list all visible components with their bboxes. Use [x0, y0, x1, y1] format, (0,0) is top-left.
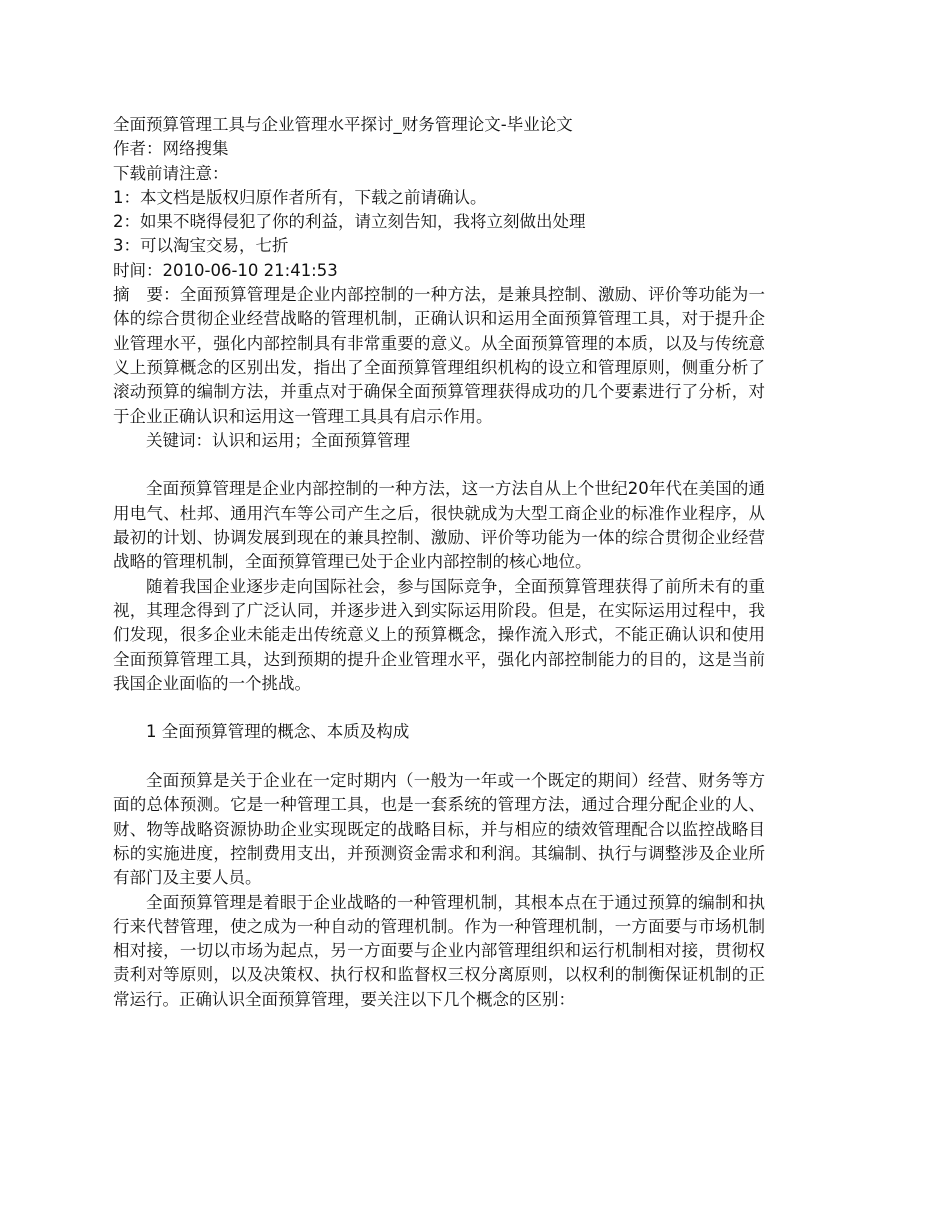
notice-item: 3：可以淘宝交易，七折	[113, 236, 289, 256]
notice-title: 下载前请注意：	[113, 163, 229, 183]
notice-item: 2：如果不晓得侵犯了你的利益，请立刻告知，我将立刻做出处理	[113, 212, 586, 232]
blank-line	[113, 696, 765, 720]
blank-line	[113, 453, 765, 477]
blank-line	[113, 745, 765, 769]
notice-item: 1：本文档是版权归原作者所有，下载之前请确认。	[113, 187, 487, 207]
section-heading: 1 全面预算管理的概念、本质及构成	[146, 722, 410, 742]
author-line: 作者：网络搜集	[113, 139, 229, 159]
body-paragraph: 全面预算管理是着眼于企业战略的一种管理机制，其根本点在于通过预算的编制和执行来代替管理，使之成为一种自动的管理机制。作为一种管理机制，一方面要与市场机制相对接，一切以市场为起点，另一方面要与企业内部管理组织和运行机制相对接，贯彻权责利对等原则，以及决策权、执行权和监督权三权分离原则，以权利的制衡保证机制的正常运行。正确认识全面预算管理，要关注以下几个概念的区别：	[113, 892, 765, 1009]
document-page	[113, 113, 765, 1012]
body-paragraph: 全面预算是关于企业在一定时期内（一般为一年或一个既定的期间）经营、财务等方面的总体预测。它是一种管理工具，也是一套系统的管理方法，通过合理分配企业的人、财、物等战略资源协助企业实现既定的战略目标，并与相应的绩效管理配合以监控战略目标的实施进度，控制费用支出，并预测资金需求和利润。其编制、执行与调整涉及企业所有部门及主要人员。	[113, 771, 765, 888]
body-paragraph: 随着我国企业逐步走向国际社会，参与国际竞争，全面预算管理获得了前所未有的重视，其理念得到了广泛认同，并逐步进入到实际运用阶段。但是，在实际运用过程中，我们发现，很多企业未能走出传统意义上的预算概念，操作流入形式，不能正确认识和使用全面预算管理工具，达到预期的提升企业管理水平，强化内部控制能力的目的，这是当前我国企业面临的一个挑战。	[113, 576, 765, 693]
document-title: 全面预算管理工具与企业管理水平探讨_财务管理论文-毕业论文	[113, 115, 573, 134]
keywords-line: 关键词：认识和运用；全面预算管理	[146, 430, 410, 450]
time-line: 时间：2010-06-10 21:41:53	[113, 260, 338, 280]
body-paragraph: 全面预算管理是企业内部控制的一种方法，这一方法自从上个世纪20年代在美国的通用电气、杜邦、通用汽车等公司产生之后，很快就成为大型工商企业的标准作业程序，从最初的计划、协调发展到现在的兼具控制、激励、评价等功能为一体的综合贯彻企业经营战略的管理机制，全面预算管理已处于企业内部控制的核心地位。	[113, 479, 765, 572]
abstract-paragraph: 摘 要：全面预算管理是企业内部控制的一种方法，是兼具控制、激励、评价等功能为一体的综合贯彻企业经营战略的管理机制，正确认识和运用全面预算管理工具，对于提升企业管理水平，强化内部控制具有非常重要的意义。从全面预算管理的本质，以及与传统意义上预算概念的区别出发，指出了全面预算管理组织机构的设立和管理原则，侧重分析了滚动预算的编制方法，并重点对于确保全面预算管理获得成功的几个要素进行了分析，对于企业正确认识和运用这一管理工具具有启示作用。	[113, 285, 765, 426]
